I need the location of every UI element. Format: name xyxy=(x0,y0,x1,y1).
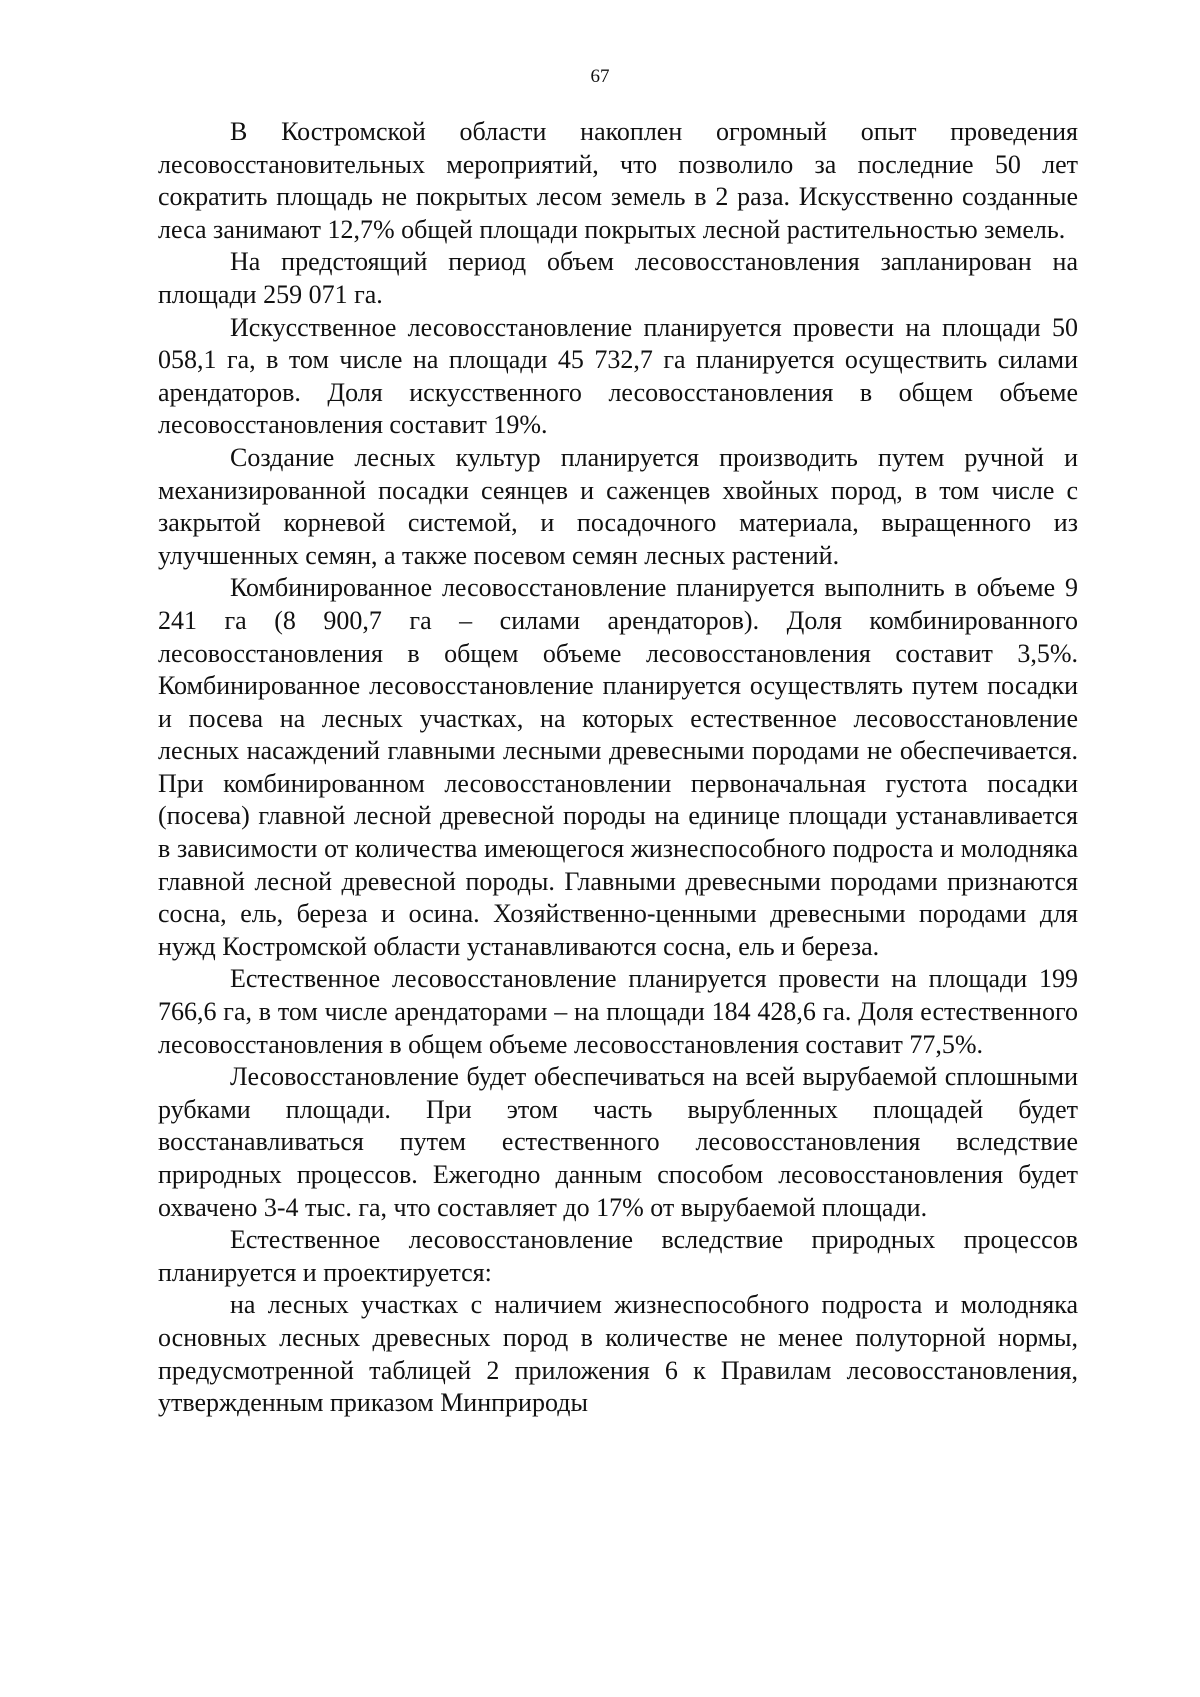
paragraph-forest-cultures: Создание лесных культур планируется производить путем ручной и механизированной посадки сеянцев и саженцев хвойных пород, в том числе с закрытой корневой системой, и посадочного материала, выращенного из улучшенных семян, а также посевом семян лесных растений. xyxy=(158,442,1078,570)
paragraph-natural-restoration: Естественное лесовосстановление планируется провести на площади 199 766,6 га, в том числе арендаторами – на площади 184 428,6 га. Доля естественного лесовосстановления в общем объеме лесовосстановления составит 77,5%. xyxy=(158,964,1078,1059)
paragraph-clear-cut-restoration: Лесовосстановление будет обеспечиваться на всей вырубаемой сплошными рубками площади. При этом часть вырубленных площадей будет восстанавливаться путем естественного лесовосстановления вследствие природных процессов. Ежегодно данным способом лесовосстановления будет охвачено 3-4 тыс. га, что составляет до 17% от вырубаемой площади. xyxy=(158,1062,1078,1222)
paragraph-undergrowth-plots: на лесных участках с наличием жизнеспособного подроста и молодняка основных лесных древесных пород в количестве не менее полуторной нормы, предусмотренной таблицей 2 приложения 6 к Правилам лесовосстановления, утвержденным приказом Минприроды xyxy=(158,1290,1078,1418)
paragraph-natural-processes-intro: Естественное лесовосстановление вследствие природных процессов планируется и проектируется: xyxy=(158,1225,1078,1287)
paragraph-forest-restoration-experience: В Костромской области накоплен огромный опыт проведения лесовосстановительных мероприятий, что позволило за последние 50 лет сократить площадь не покрытых лесом земель в 2 раза. Искусственно созданные леса занимают 12,7% общей площади покрытых лесной растительностью земель. xyxy=(158,117,1078,244)
paragraph-artificial-restoration: Искусственное лесовосстановление планируется провести на площади 50 058,1 га, в том числе на площади 45 732,7 га планируется осуществить силами арендаторов. Доля искусственного лесовосстановления в общем объеме лесовосстановления составит 19%. xyxy=(158,312,1078,440)
paragraph-planned-volume: На предстоящий период объем лесовосстановления запланирован на площади 259 071 га. xyxy=(158,247,1078,309)
page-number: 67 xyxy=(590,66,610,87)
paragraph-combined-restoration: Комбинированное лесовосстановление планируется выполнить в объеме 9 241 га (8 900,7 га – силами арендаторов). Доля комбинированного лесовосстановления в общем объеме лесовосстановления составит 3,5%. Комбинированное лесовосстановление планируется осуществлять путем посадки и посева на лесных участках, на которых естественное лесовосстановление лесных насаждений главными лесными древесными породами не обеспечивается. При комбинированном лесовосстановлении первоначальная густота посадки (посева) главной лесной древесной породы на единице площади устанавливается в зависимости от количества имеющегося жизнеспособного подроста и молодняка главной лесной древесной породы. Главными древесными породами признаются сосна, ель, береза и осина. Хозяйственно-ценными древесными породами для нужд Костромской области устанавливаются сосна, ель и береза. xyxy=(158,573,1078,961)
document-body xyxy=(158,116,1078,1420)
